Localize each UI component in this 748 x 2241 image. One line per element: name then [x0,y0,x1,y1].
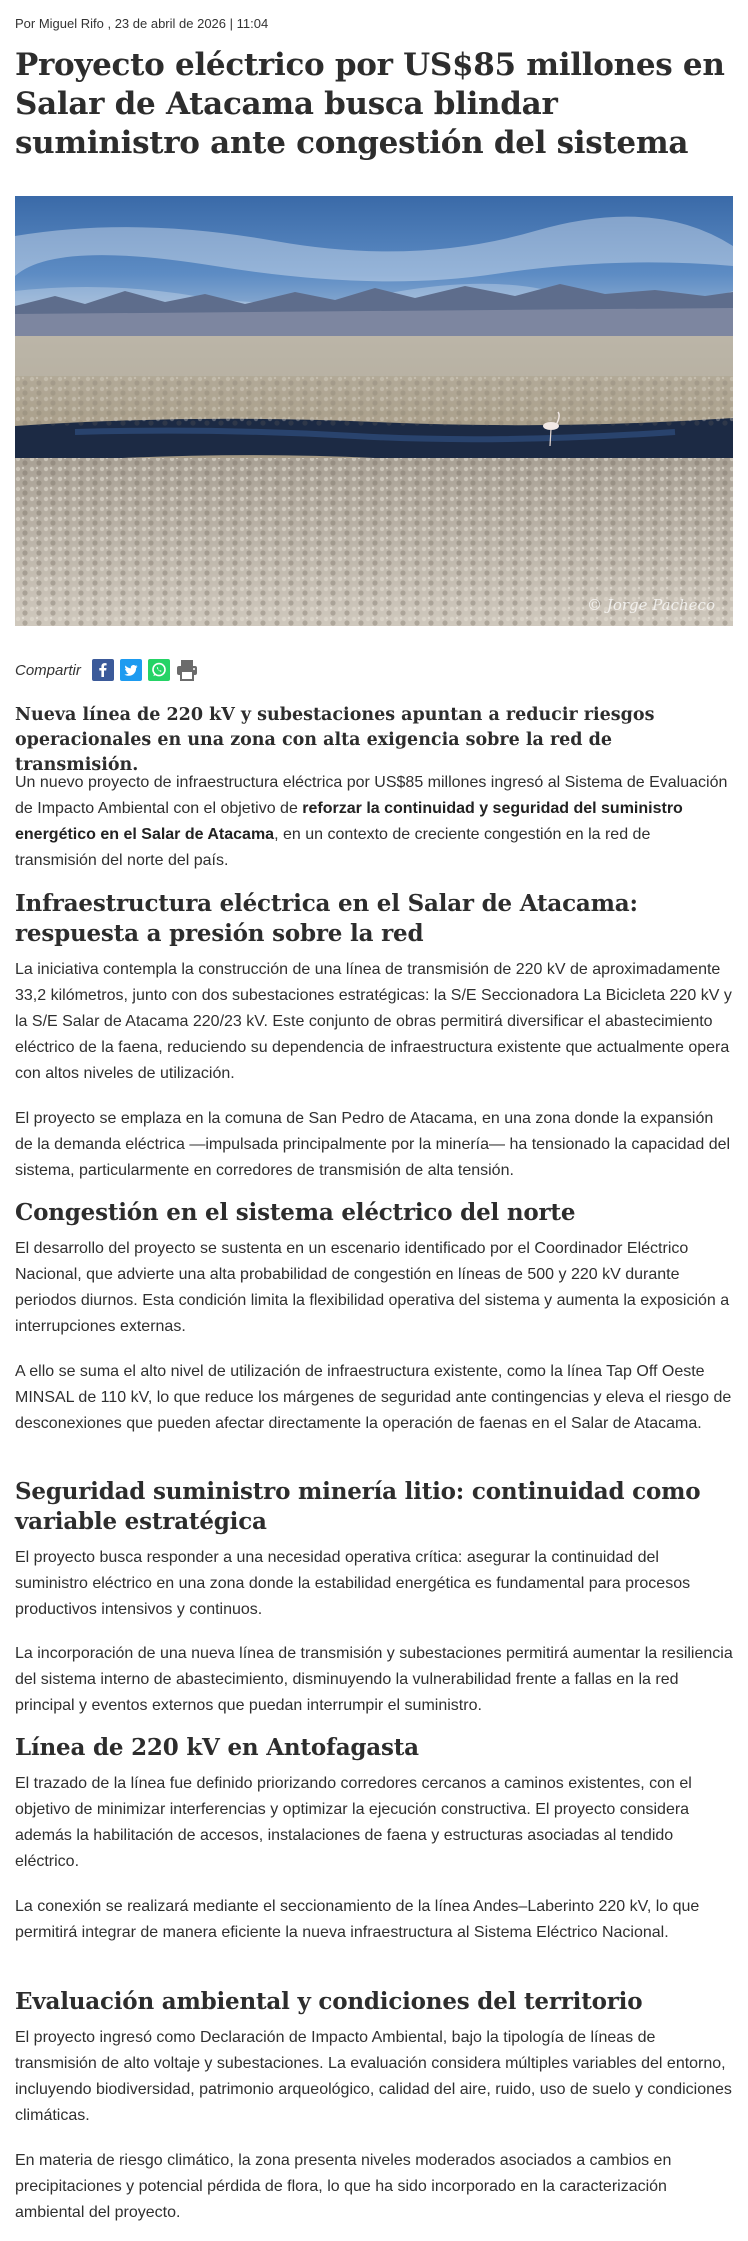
section-heading-infraestructura: Infraestructura eléctrica en el Salar de Atacama: respuesta a presión sobre la red [15,890,638,947]
share-label: Compartir [15,661,81,679]
section-paragraph: El proyecto busca responder a una necesidad operativa crítica: asegurar la continuidad del suministro eléctrico en una zona donde la estabilidad energética es fundamental para procesos productivos intensivos y continuos. [15,1549,691,1618]
section-heading-evaluacion: Evaluación ambiental y condiciones del territorio [15,1988,643,2015]
section-heading-congestion: Congestión en el sistema eléctrico del norte [15,1199,576,1226]
section-paragraph: El proyecto se emplaza en la comuna de San Pedro de Atacama, en una zona donde la expansión de la demanda eléctrica —impulsada principalmente por la minería— ha tensionado la capacidad del sistema, particularmente en corredores de transmisión de alta tensión. [15,1110,731,1179]
section-paragraph: El proyecto ingresó como Declaración de Impacto Ambiental, bajo la tipología de líneas de transmisión de alto voltaje y subestaciones. La evaluación considera múltiples variables del entorno, incluyendo biodiversidad, patrimonio arqueológico, calidad del aire, ruido, uso de suelo y condiciones climáticas. [15,2029,732,2124]
twitter-icon[interactable] [119,658,143,682]
section-paragraph: La conexión se realizará mediante el seccionamiento de la línea Andes–Laberinto 220 kV, lo que permitirá integrar de manera eficiente la nueva infraestructura al Sistema Eléctrico Nacional. [15,1898,700,1941]
print-icon[interactable] [175,658,199,682]
watermark-text: © Jorge Pacheco [587,596,715,614]
facebook-icon[interactable] [91,658,115,682]
intro-highlight: reforzar la continuidad y seguridad del suministro energético en el Salar de Atacama [15,800,683,843]
section-paragraph: El desarrollo del proyecto se sustenta en un escenario identificado por el Coordinador Eléctrico Nacional, que advierte una alta probabilidad de congestión en líneas de 500 y 220 kV durante periodos diurnos. Esta condición limita la flexibilidad operativa del sistema y aumenta la exposición a interrupciones externas. [15,1240,730,1335]
section-heading-seguridad: Seguridad suministro minería litio: continuidad como variable estratégica [15,1478,701,1535]
hero-image [15,196,733,626]
section-paragraph: A ello se suma el alto nivel de utilización de infraestructura existente, como la línea Tap Off Oeste MINSAL de 110 kV, lo que reduce los márgenes de seguridad ante contingencias y eleva el riesgo de desconexiones que pueden afectar directamente la operación de faenas en el Salar de Atacama. [15,1363,732,1432]
whatsapp-icon[interactable] [147,658,171,682]
article-lead: Nueva línea de 220 kV y subestaciones apuntan a reducir riesgos operacionales en una zona con alta exigencia sobre la red de transmisión. [15,705,655,775]
section-paragraph: La iniciativa contempla la construcción de una línea de transmisión de 220 kV de aproximadamente 33,2 kilómetros, junto con dos subestaciones estratégicas: la S/E Seccionadora La Bicicleta 220 kV y la S/E Salar de Atacama 220/23 kV. Este conjunto de obras permitirá diversificar el abastecimiento eléctrico de la faena, reduciendo su dependencia de infraestructura existente que actualmente opera con altos niveles de utilización. [15,961,732,1082]
section-paragraph: El trazado de la línea fue definido priorizando corredores cercanos a caminos existentes, con el objetivo de minimizar interferencias y optimizar la ejecución constructiva. El proyecto considera además la habilitación de accesos, instalaciones de faena y estructuras asociadas al tendido eléctrico. [15,1775,692,1870]
section-paragraph: En materia de riesgo climático, la zona presenta niveles moderados asociados a cambios en precipitaciones y potencial pérdida de flora, lo que ha sido incorporado en la caracterización ambiental del proyecto. [15,2152,672,2221]
section-paragraph: La incorporación de una nueva línea de transmisión y subestaciones permitirá aumentar la resiliencia del sistema interno de abastecimiento, disminuyendo la vulnerabilidad frente a fallas en la red principal y eventos externos que puedan interrumpir el suministro. [15,1645,733,1714]
intro-paragraph: Un nuevo proyecto de infraestructura eléctrica por US$85 millones ingresó al Sistema de Evaluación de Impacto Ambiental con el objetivo de reforzar la continuidad y seguridad del suministro energético en el Salar de Atacama, en un contexto de creciente congestión en la red de transmisión del norte del país. [15,774,728,869]
article-title: Proyecto eléctrico por US$85 millones en Salar de Atacama busca blindar suministro ante congestión del sistema [15,47,725,161]
article-byline: Por Miguel Rifo , 23 de abril de 2026 | 11:04 [15,16,269,31]
section-heading-linea: Línea de 220 kV en Antofagasta [15,1734,419,1761]
share-bar [15,656,199,684]
